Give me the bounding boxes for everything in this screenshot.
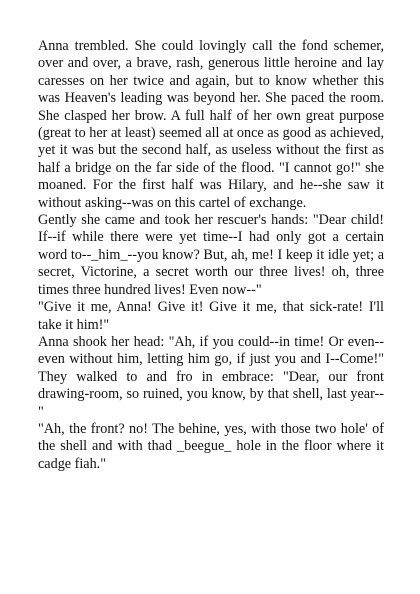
paragraph-gently-she-came: Gently she came and took her rescuer's hands: "Dear child! If--if while there were yet time--I had only got a certain word to--_him_--you know? But, ah, me! I keep it idle yet; a secret, Victorine, a secret worth our three lives! oh, three times three hundred lives! Even now--"	[38, 212, 384, 298]
paragraph-the-front: "Ah, the front? no! The behine, yes, with those two hole' of the shell and with thad _beegue_ hole in the floor where it cadge fiah."	[38, 420, 384, 472]
book-page	[38, 38, 384, 473]
paragraph-give-it-me: "Give it me, Anna! Give it! Give it me, that sick-rate! I'll take it him!"	[38, 299, 384, 333]
paragraph-anna-trembled: Anna trembled. She could lovingly call the fond schemer, over and over, a brave, rash, generous little heroine and lay caresses on her twice and again, but to know whether this was Heaven's leading was beyond her. She paced the room. She clasped her brow. A full half of her own great purpose (great to her at least) seemed all at once as good as achieved, yet it was but the second half, as useless without the first as half a bridge on the far side of the flood. "I cannot go!" she moaned. For the first half was Hilary, and he--she saw it without asking--was on this cartel of exchange.	[38, 38, 384, 211]
paragraph-anna-shook: Anna shook her head: "Ah, if you could--in time! Or even--even without him, letting him go, if just you and I--Come!" They walked to and fro in embrace: "Dear, our front drawing-room, so ruined, you know, by that shell, last year--"	[38, 333, 384, 420]
